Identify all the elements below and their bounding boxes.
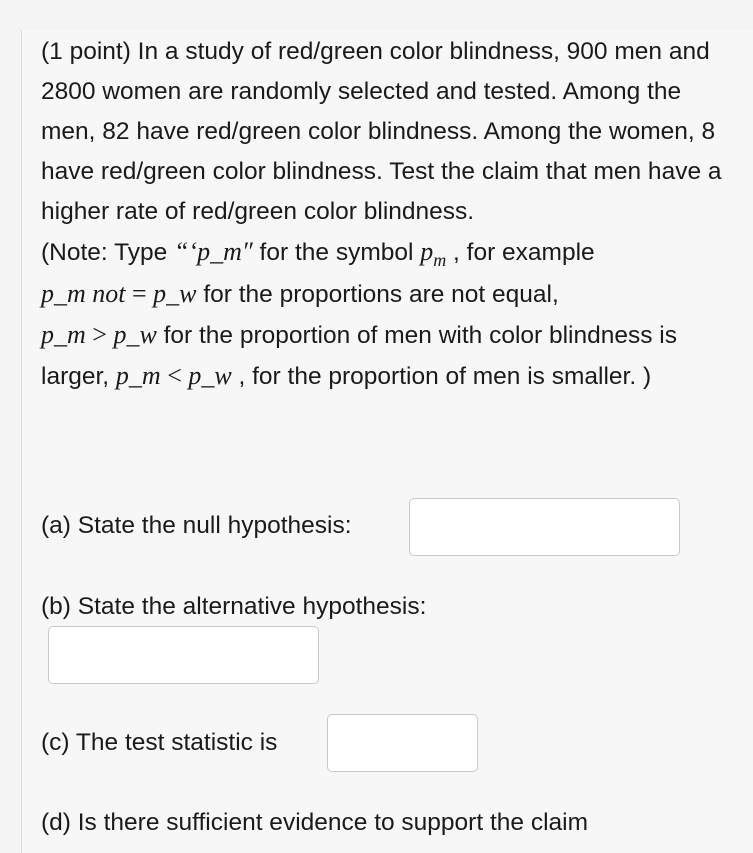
question-c-label: (c) The test statistic is — [41, 729, 278, 756]
example3-lt: < — [160, 361, 189, 390]
problem-note — [41, 232, 731, 397]
top-strip — [0, 0, 753, 30]
note-for-symbol: for the symbol — [252, 239, 421, 266]
example1-eq: = — [125, 279, 154, 308]
alternative-hypothesis-input[interactable] — [48, 626, 319, 684]
example2-math-b: p_w — [113, 320, 157, 349]
example3-math-b: p_w — [188, 361, 232, 390]
example1-math-a: p_m not — [41, 279, 126, 308]
example3-math-a: p_m — [115, 361, 161, 390]
note-open: (Note: Type — [41, 239, 175, 266]
symbol-p: p — [420, 237, 434, 266]
question-a-label: (a) State the null hypothesis: — [41, 512, 352, 539]
note-example: , for example — [446, 239, 595, 266]
problem-text — [41, 32, 731, 397]
example2-text: for the proportion of men with color blindness is larger, — [41, 322, 678, 390]
null-hypothesis-input[interactable] — [409, 498, 680, 556]
example1-text: for the proportions are not equal, — [196, 281, 559, 308]
example3-text: , for the proportion of men is smaller. ) — [231, 363, 652, 390]
symbol-sub: m — [433, 250, 447, 270]
example2-gt: > — [85, 320, 114, 349]
example2-math-a: p_m — [41, 320, 86, 349]
test-statistic-input[interactable] — [327, 714, 478, 772]
question-d-label: (d) Is there sufficient evidence to support the claim — [41, 809, 588, 836]
question-b-label: (b) State the alternative hypothesis: — [41, 593, 427, 620]
note-quote-symbol: “‘p_m″ — [174, 237, 253, 266]
example1-math-b: p_w — [153, 279, 197, 308]
problem-intro: (1 point) In a study of red/green color blindness, 900 men and 2800 women are randomly selected and tested. Among the men, 82 have red/green color blindness. Among the women, 8 have red/green color blindness. Test the claim that men have a higher rate of red/green color blindness. — [41, 38, 722, 225]
problem-panel — [21, 30, 753, 853]
